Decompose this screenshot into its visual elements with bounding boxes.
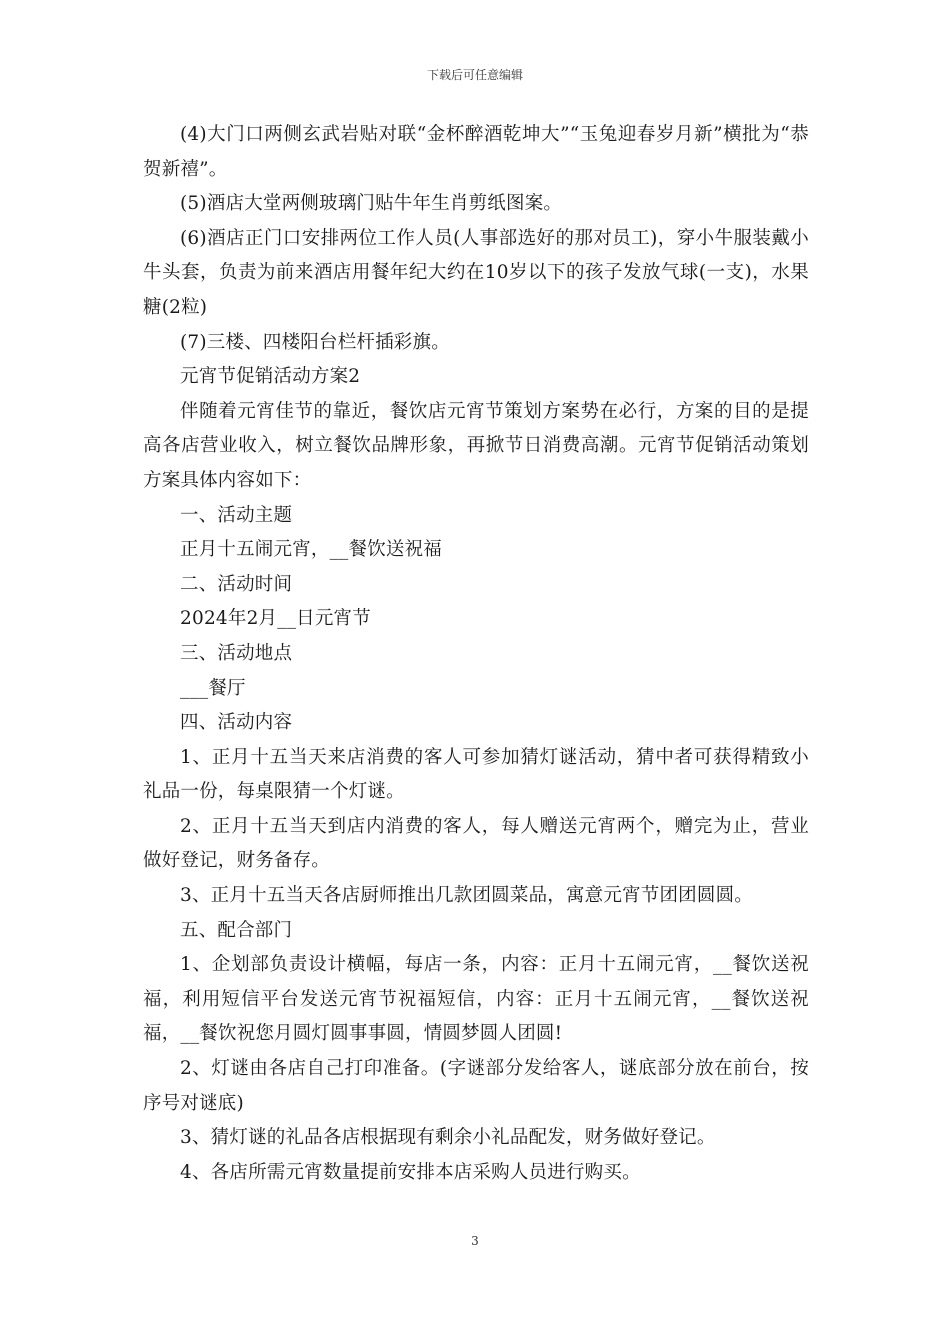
list-item: 4、各店所需元宵数量提前安排本店采购人员进行购买。	[180, 1161, 641, 1183]
section-heading: 五、配合部门	[180, 919, 293, 941]
paragraph: 伴随着元宵佳节的靠近，餐饮店元宵节策划方案势在必行，方案的目的是提高各店营业收入，树立餐饮品牌形象，再掀节日消费高潮。元宵节促销活动策划方案具体内容如下：	[143, 400, 809, 491]
section-heading: 三、活动地点	[180, 642, 293, 664]
section-heading: 四、活动内容	[180, 712, 293, 734]
list-item: 1、正月十五当天来店消费的客人可参加猜灯谜活动，猜中者可获得精致小礼品一份，每桌限猜一个灯谜。	[143, 746, 809, 803]
section-title: 元宵节促销活动方案2	[180, 366, 361, 388]
page-number: 3	[471, 1234, 479, 1248]
paragraph: 正月十五闹元宵，__餐饮送祝福	[180, 539, 443, 561]
list-item: 2、正月十五当天到店内消费的客人，每人赠送元宵两个，赠完为止，营业做好登记，财务备存。	[143, 815, 809, 872]
list-item: 3、正月十五当天各店厨师推出几款团圆菜品，寓意元宵节团团圆圆。	[180, 885, 753, 907]
section-heading: 一、活动主题	[180, 504, 293, 526]
section-heading: 二、活动时间	[180, 573, 293, 595]
paragraph: (7)三楼、四楼阳台栏杆插彩旗。	[180, 331, 450, 353]
paragraph: ___餐厅	[180, 677, 246, 699]
paragraph: 2024年2月__日元宵节	[180, 608, 371, 630]
paragraph: (5)酒店大堂两侧玻璃门贴牛年生肖剪纸图案。	[180, 193, 563, 215]
paragraph: (6)酒店正门口安排两位工作人员(人事部选好的那对员工)，穿小牛服装戴小牛头套，负责为前来酒店用餐年纪大约在10岁以下的孩子发放气球(一支)，水果糖(2粒)	[143, 227, 809, 318]
list-item: 3、猜灯谜的礼品各店根据现有剩余小礼品配发，财务做好登记。	[180, 1127, 716, 1149]
page-header: 下载后可任意编辑	[426, 68, 523, 82]
document-body	[143, 118, 809, 1190]
paragraph: (4)大门口两侧玄武岩贴对联“金杯醉酒乾坤大”“玉兔迎春岁月新”横批为“恭贺新禧”。	[143, 124, 809, 180]
list-item: 2、灯谜由各店自己打印准备。(字谜部分发给客人，谜底部分放在前台，按序号对谜底)	[143, 1058, 809, 1114]
list-item: 1、企划部负责设计横幅，每店一条，内容：正月十五闹元宵，__餐饮送祝福，利用短信平台发送元宵节祝福短信，内容：正月十五闹元宵，__餐饮送祝福，__餐饮祝您月圆灯圆事事圆，情圆梦圆人团圆!	[143, 954, 809, 1045]
